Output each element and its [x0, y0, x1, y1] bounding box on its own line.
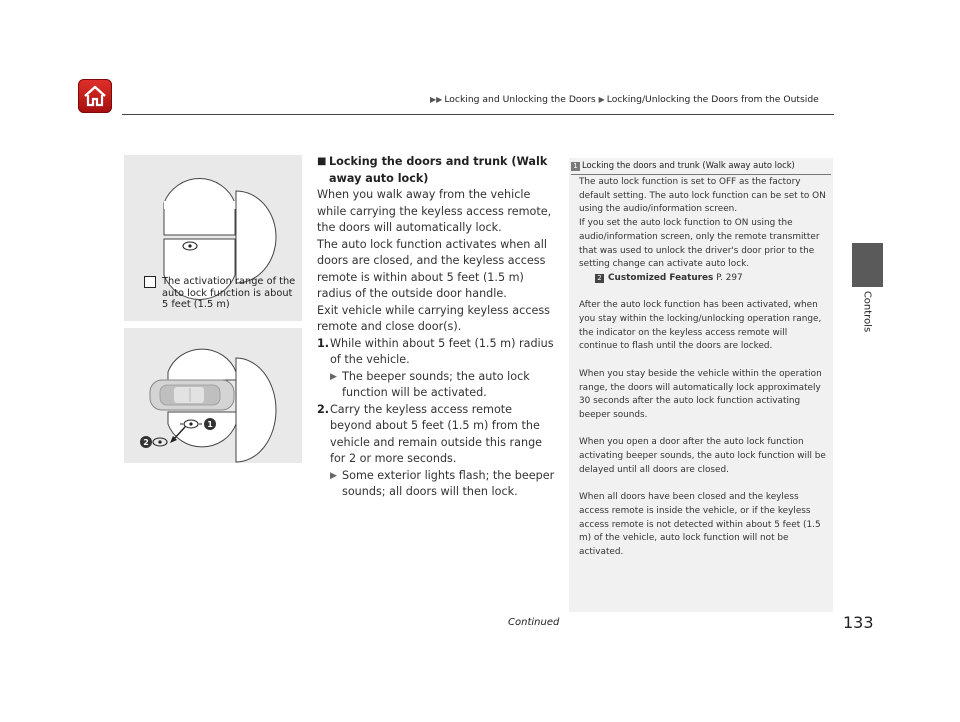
reference-label[interactable]: Customized Features	[608, 272, 714, 283]
result-text: Some exterior lights flash; the beeper sounds; all doors will then lock.	[342, 468, 555, 498]
note-body	[579, 176, 827, 573]
vehicle-topview	[150, 380, 234, 410]
note-marker-icon: 1	[571, 162, 580, 171]
step-2-result	[317, 468, 557, 501]
note-paragraph: After the auto lock function has been activated, when you stay within the locking/unlocking operation range, the indicator on the keyless access remote will continue to flash until the doors are locked.	[579, 300, 822, 352]
home-button[interactable]	[78, 79, 112, 113]
note-text: If you set the auto lock function to ON using the audio/information screen, only the remote transmitter that was used to unlock the driver's door prior to the setting change can activate auto lock.	[579, 218, 820, 270]
callout-1-label: 1	[207, 420, 213, 429]
callout-box-icon	[144, 276, 156, 288]
note-title	[571, 160, 831, 175]
note-paragraph: When you stay beside the vehicle within the operation range, the doors will automatically lock approximately 30 seconds after the auto lock function activating beeper sounds.	[579, 368, 822, 420]
step-number: 2.	[317, 402, 330, 416]
section-heading	[317, 154, 557, 187]
step-2	[317, 402, 557, 468]
range-semicircle-top	[168, 349, 236, 380]
paragraph: Exit vehicle while carrying keyless access remote and close door(s).	[317, 303, 551, 333]
cross-reference[interactable]	[579, 272, 827, 286]
range-semicircle-right	[236, 358, 276, 462]
step-text: While within about 5 feet (1.5 m) radius of the vehicle.	[330, 336, 554, 366]
note-text: The auto lock function is set to OFF as the factory default setting. The auto lock function can be set to ON using the audio/information screen.	[579, 177, 826, 215]
result-text: The beeper sounds; the auto lock function will be activated.	[342, 369, 530, 399]
breadcrumb-item[interactable]: Locking and Unlocking the Doors	[444, 94, 596, 105]
note-paragraph	[579, 176, 827, 286]
result-arrow-icon: ▶	[330, 470, 337, 481]
breadcrumb-arrow-icon: ▶	[598, 95, 605, 104]
reference-page: P. 297	[716, 272, 743, 283]
section-heading-text: Locking the doors and trunk (Walk away auto lock)	[329, 155, 548, 185]
square-bullet-icon: ■	[317, 156, 327, 167]
breadcrumb-item[interactable]: Locking/Unlocking the Doors from the Outside	[606, 94, 819, 105]
breadcrumb	[430, 94, 819, 105]
figure-caption: The activation range of the auto lock function is about 5 feet (1.5 m)	[162, 276, 296, 311]
paragraph: The auto lock function activates when all doors are closed, and the keyless access remote is within about 5 feet (1.5 m) radius of the outside door handle.	[317, 237, 547, 300]
header-divider	[122, 114, 834, 115]
range-semicircle-bottom	[168, 412, 236, 447]
intro-paragraph: When you walk away from the vehicle while carrying the keyless access remote, the doors will automatically lock.	[317, 188, 552, 234]
callout-2-label: 2	[143, 438, 149, 447]
reference-arrow-icon: 2	[595, 274, 604, 283]
walk-away-figure	[124, 328, 302, 463]
main-content	[317, 154, 557, 501]
continued-label: Continued	[508, 617, 560, 628]
page-number: 133	[843, 613, 874, 632]
note-paragraph: When you open a door after the auto lock function activating beeper sounds, the auto lock function will be delayed until all doors are closed.	[579, 437, 826, 475]
section-tab-label: Controls	[861, 290, 873, 333]
keyless-indicator-icon	[153, 438, 167, 446]
result-arrow-icon: ▶	[330, 371, 337, 382]
breadcrumb-arrow-icon: ▶▶	[430, 95, 443, 104]
step-1	[317, 336, 557, 369]
step-number: 1.	[317, 336, 330, 350]
range-semicircle-right	[236, 191, 276, 283]
step-1-result	[317, 369, 557, 402]
home-icon	[82, 83, 108, 109]
step-text: Carry the keyless access remote beyond about 5 feet (1.5 m) from the vehicle and remain outside this range for 2 or more seconds.	[330, 402, 543, 465]
note-paragraph: When all doors have been closed and the keyless access remote is inside the vehicle, or if the keyless access remote is not detected within about 5 feet (1.5 m) of the vehicle, auto lock function will not be activated.	[579, 492, 821, 557]
note-title-text: Locking the doors and trunk (Walk away auto lock)	[582, 160, 795, 170]
